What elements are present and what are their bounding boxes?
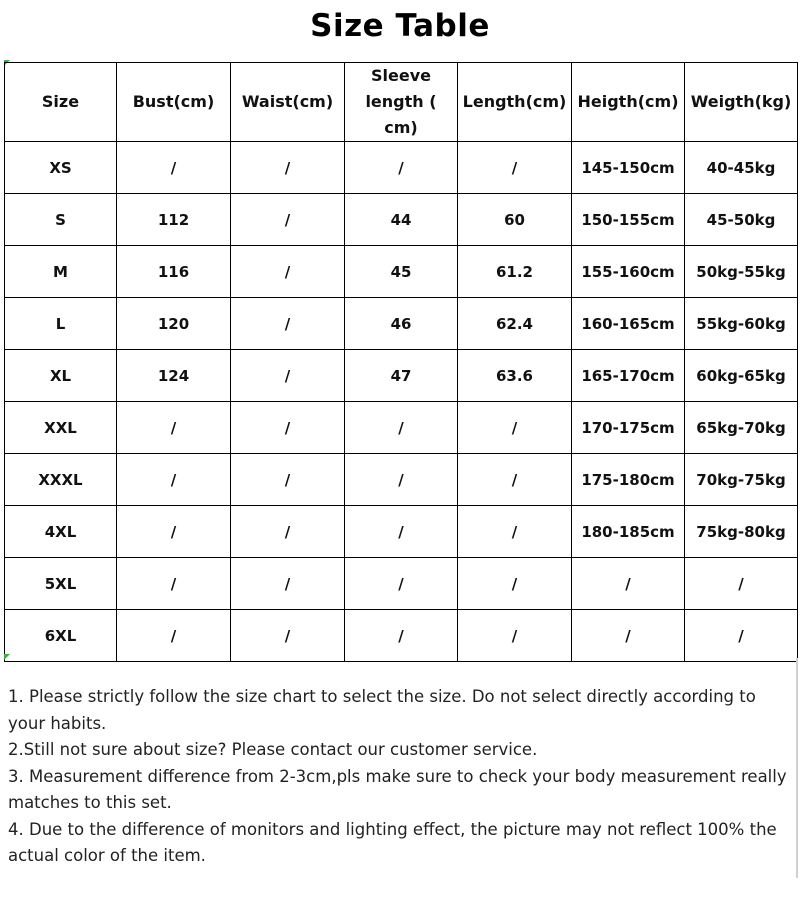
cell-bust: / [117, 142, 231, 194]
cell-length: 60 [458, 194, 572, 246]
cell-height: 165-170cm [572, 350, 685, 402]
cell-waist: / [231, 558, 345, 610]
cell-length: / [458, 142, 572, 194]
header-sleeve-length: Sleeve length ( cm) [345, 63, 458, 142]
header-height: Heigth(cm) [572, 63, 685, 142]
cell-weight: 45-50kg [685, 194, 798, 246]
cell-bust: 124 [117, 350, 231, 402]
cell-sleeve-length: / [345, 142, 458, 194]
cell-size: L [5, 298, 117, 350]
cell-waist: / [231, 402, 345, 454]
header-bust: Bust(cm) [117, 63, 231, 142]
corner-marker-bottom [4, 654, 10, 660]
cell-weight: / [685, 558, 798, 610]
cell-size: S [5, 194, 117, 246]
cell-height: 180-185cm [572, 506, 685, 558]
header-waist: Waist(cm) [231, 63, 345, 142]
cell-size: XXL [5, 402, 117, 454]
page-title: Size Table [310, 8, 490, 44]
cell-length: 61.2 [458, 246, 572, 298]
cell-weight: 65kg-70kg [685, 402, 798, 454]
cell-sleeve-length: 46 [345, 298, 458, 350]
cell-size: 5XL [5, 558, 117, 610]
note-2: 2.Still not sure about size? Please contact our customer service. [8, 740, 538, 759]
cell-height: 170-175cm [572, 402, 685, 454]
cell-sleeve-length: / [345, 454, 458, 506]
cell-weight: / [685, 610, 798, 662]
cell-height: / [572, 558, 685, 610]
cell-size: M [5, 246, 117, 298]
cell-size: XL [5, 350, 117, 402]
cell-height: 155-160cm [572, 246, 685, 298]
divider [796, 658, 798, 878]
cell-height: 175-180cm [572, 454, 685, 506]
cell-waist: / [231, 194, 345, 246]
cell-size: XXXL [5, 454, 117, 506]
notes-section [8, 684, 794, 870]
cell-bust: 120 [117, 298, 231, 350]
cell-bust: 116 [117, 246, 231, 298]
header-size: Size [5, 63, 117, 142]
cell-waist: / [231, 246, 345, 298]
table-row [5, 246, 798, 298]
note-1: 1. Please strictly follow the size chart to select the size. Do not select directly according to your habits. [8, 687, 756, 733]
cell-length: 63.6 [458, 350, 572, 402]
cell-weight: 75kg-80kg [685, 506, 798, 558]
cell-bust: / [117, 506, 231, 558]
size-table [4, 62, 798, 662]
cell-height: 150-155cm [572, 194, 685, 246]
cell-sleeve-length: / [345, 610, 458, 662]
table-row [5, 402, 798, 454]
table-row [5, 610, 798, 662]
cell-length: / [458, 558, 572, 610]
table-row [5, 506, 798, 558]
cell-size: 6XL [5, 610, 117, 662]
cell-weight: 60kg-65kg [685, 350, 798, 402]
cell-waist: / [231, 298, 345, 350]
cell-sleeve-length: / [345, 558, 458, 610]
cell-size: XS [5, 142, 117, 194]
header-weight: Weigth(kg) [685, 63, 798, 142]
cell-weight: 70kg-75kg [685, 454, 798, 506]
table-header-row [5, 63, 798, 142]
cell-length: / [458, 610, 572, 662]
cell-sleeve-length: 45 [345, 246, 458, 298]
cell-length: / [458, 454, 572, 506]
cell-waist: / [231, 142, 345, 194]
cell-height: 145-150cm [572, 142, 685, 194]
cell-length: / [458, 402, 572, 454]
cell-sleeve-length: / [345, 402, 458, 454]
cell-sleeve-length: 47 [345, 350, 458, 402]
table-body [5, 142, 798, 662]
cell-bust: / [117, 558, 231, 610]
cell-waist: / [231, 350, 345, 402]
cell-bust: / [117, 454, 231, 506]
cell-bust: / [117, 610, 231, 662]
cell-length: / [458, 506, 572, 558]
table-row [5, 558, 798, 610]
cell-bust: 112 [117, 194, 231, 246]
table-row [5, 298, 798, 350]
cell-length: 62.4 [458, 298, 572, 350]
cell-waist: / [231, 454, 345, 506]
table-row [5, 194, 798, 246]
cell-waist: / [231, 610, 345, 662]
cell-waist: / [231, 506, 345, 558]
table-row [5, 142, 798, 194]
cell-bust: / [117, 402, 231, 454]
cell-weight: 50kg-55kg [685, 246, 798, 298]
cell-weight: 55kg-60kg [685, 298, 798, 350]
note-4: 4. Due to the difference of monitors and lighting effect, the picture may not reflect 100% the actual color of the item. [8, 819, 777, 865]
note-3: 3. Measurement difference from 2-3cm,pls make sure to check your body measurement really matches to this set. [8, 766, 787, 812]
cell-sleeve-length: 44 [345, 194, 458, 246]
cell-size: 4XL [5, 506, 117, 558]
table-row [5, 350, 798, 402]
cell-sleeve-length: / [345, 506, 458, 558]
cell-height: 160-165cm [572, 298, 685, 350]
cell-weight: 40-45kg [685, 142, 798, 194]
header-length: Length(cm) [458, 63, 572, 142]
table-row [5, 454, 798, 506]
cell-height: / [572, 610, 685, 662]
